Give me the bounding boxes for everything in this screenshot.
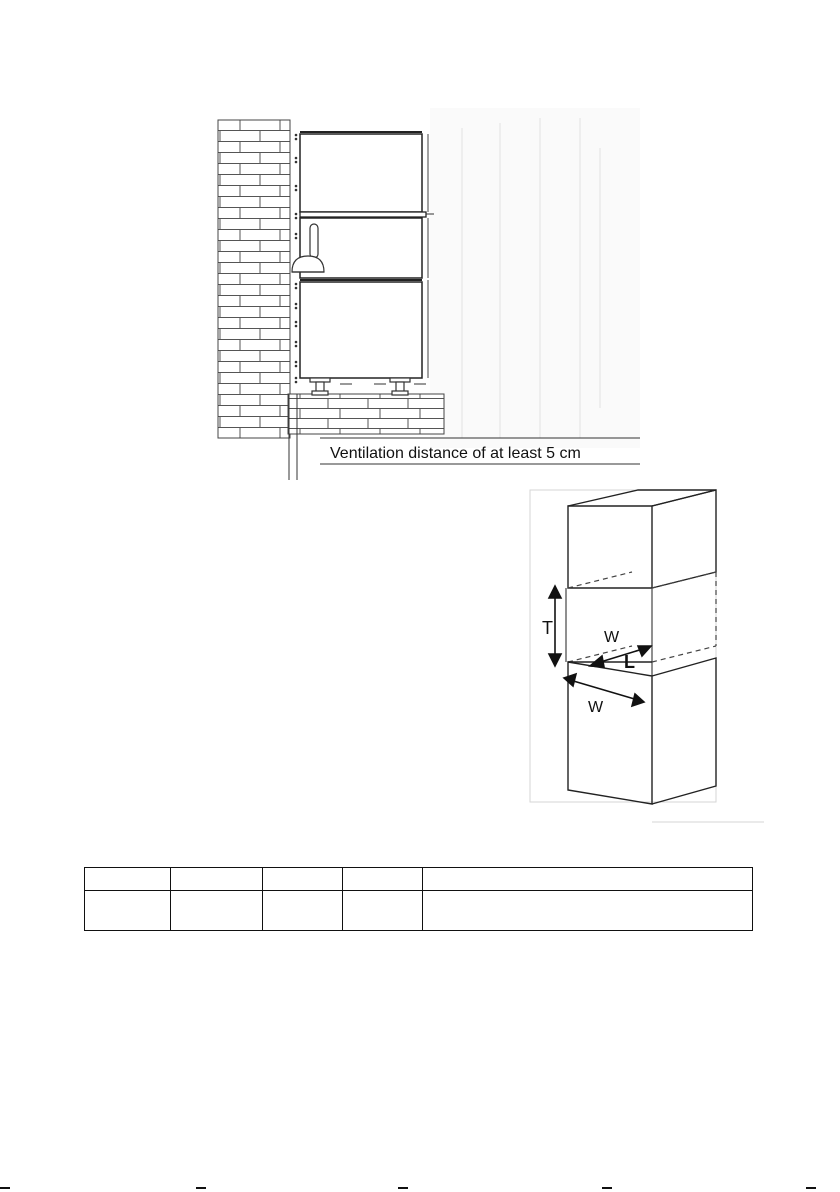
ventilation-caption: Ventilation distance of at least 5 cm: [330, 445, 581, 462]
tall-cabinet-lower: [568, 658, 716, 804]
ventilation-diagram: [200, 108, 640, 480]
crop-mark: [0, 1187, 10, 1189]
niche-dimension-diagram: [528, 486, 768, 826]
crop-mark: [806, 1187, 816, 1189]
table-header-cell: [171, 868, 263, 891]
table-header-cell: [263, 868, 343, 891]
table-cell: [263, 891, 343, 931]
label-depth: L: [624, 652, 635, 672]
cabinet-feet: [310, 378, 410, 395]
table-cell: [343, 891, 423, 931]
tall-cabinet-upper: [568, 490, 716, 588]
table-row: [85, 891, 753, 931]
crop-mark: [602, 1187, 612, 1189]
upper-cabinet: [300, 132, 428, 212]
table-header-cell: [423, 868, 753, 891]
front-width-arrow: [564, 674, 644, 706]
label-width-front: W: [588, 699, 604, 716]
label-height: T: [542, 618, 553, 638]
lower-cabinet: [300, 280, 428, 378]
brick-floor: [288, 394, 444, 434]
table-cell: [423, 891, 753, 931]
crop-mark: [398, 1187, 408, 1189]
crop-mark: [196, 1187, 206, 1189]
dimension-table: [84, 867, 753, 931]
table-header-cell: [85, 868, 171, 891]
label-width-inner: W: [604, 629, 620, 646]
table-cell: [171, 891, 263, 931]
shelf: [300, 212, 426, 217]
table-header-cell: [343, 868, 423, 891]
table-cell: [85, 891, 171, 931]
table-header-row: [85, 868, 753, 891]
brick-wall: [218, 120, 290, 438]
